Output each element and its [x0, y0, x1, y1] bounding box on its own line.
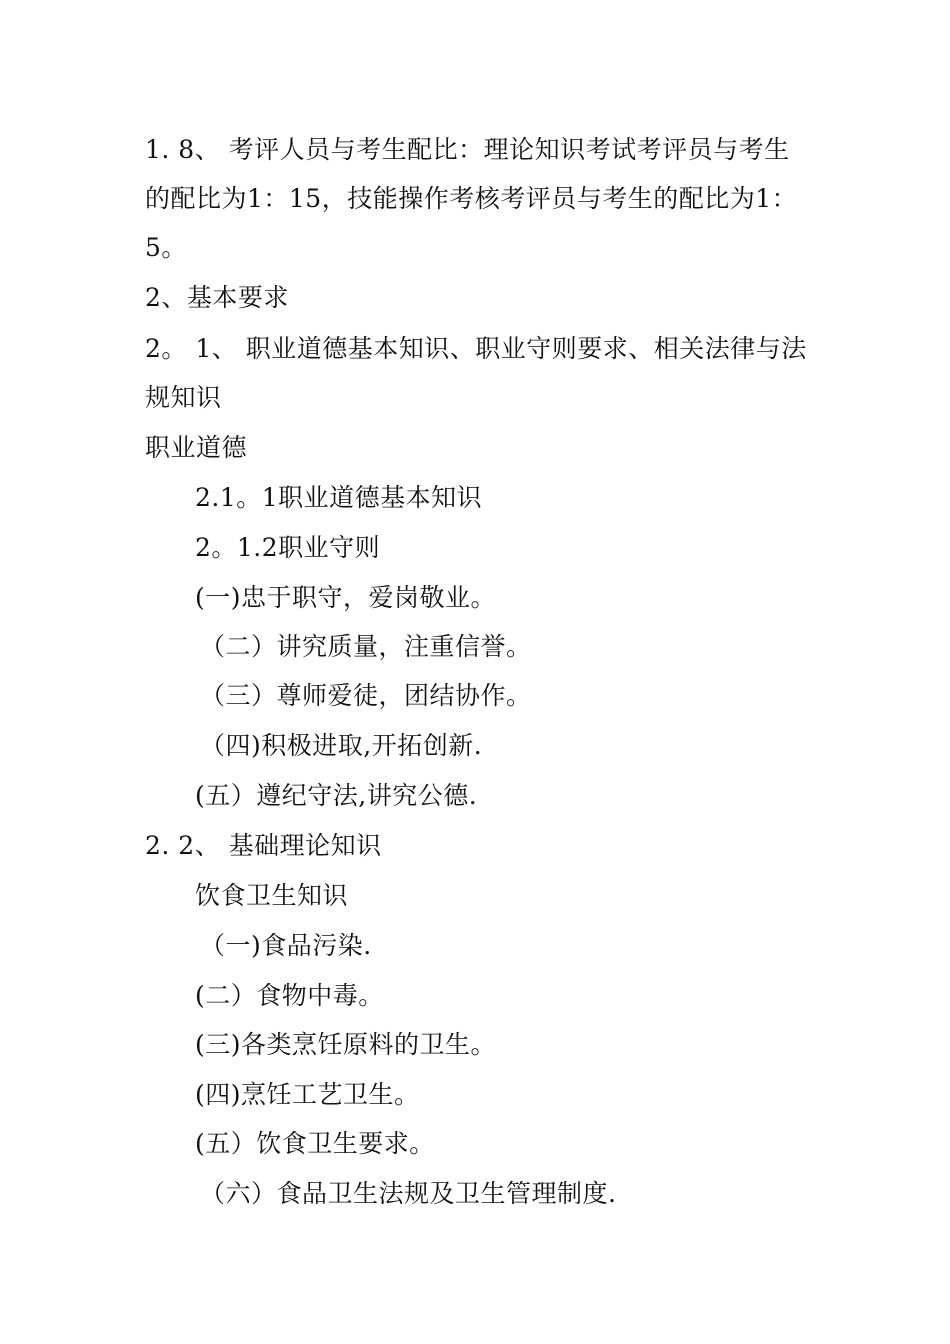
subsection-heading-2-1: 2。 1、 职业道德基本知识、职业守则要求、相关法律与法 [145, 334, 807, 363]
section-heading-basic-requirements: 2、基本要求 [145, 283, 289, 312]
list-item-5: (五）遵纪守法,讲究公德. [195, 781, 478, 810]
list-item-food-3: (三)各类烹饪原料的卫生。 [195, 1030, 497, 1059]
list-item-food-1: （一)食品污染. [200, 931, 372, 960]
list-item-4: （四)积极进取,开拓创新. [200, 731, 483, 760]
list-item-2: （二）讲究质量，注重信誉。 [200, 632, 532, 661]
text-line-1-8: 1. 8、 考评人员与考生配比：理论知识考试考评员与考生 [145, 135, 790, 164]
text-line-ratio: 的配比为1：15，技能操作考核考评员与考生的配比为1： [145, 184, 798, 213]
subsection-heading-2-2: 2. 2、 基础理论知识 [145, 831, 382, 860]
text-line-ratio-end: 5。 [145, 233, 187, 262]
list-item-food-4: (四)烹饪工艺卫生。 [195, 1080, 420, 1109]
text-line-food-hygiene: 饮食卫生知识 [195, 881, 349, 910]
subsection-heading-2-1-cont: 规知识 [145, 383, 222, 412]
list-item-food-5: (五）饮食卫生要求。 [195, 1129, 435, 1158]
text-line-professional-ethics: 职业道德 [145, 433, 248, 462]
list-item-food-2: (二）食物中毒。 [195, 981, 384, 1010]
list-item-1: (一)忠于职守，爱岗敬业。 [195, 583, 497, 612]
list-item-3: （三）尊师爱徒，团结协作。 [200, 681, 532, 710]
item-2-1-2: 2。1.2职业守则 [195, 533, 381, 562]
list-item-food-6: （六）食品卫生法规及卫生管理制度. [200, 1179, 617, 1208]
item-2-1-1: 2.1。1职业道德基本知识 [195, 483, 483, 512]
